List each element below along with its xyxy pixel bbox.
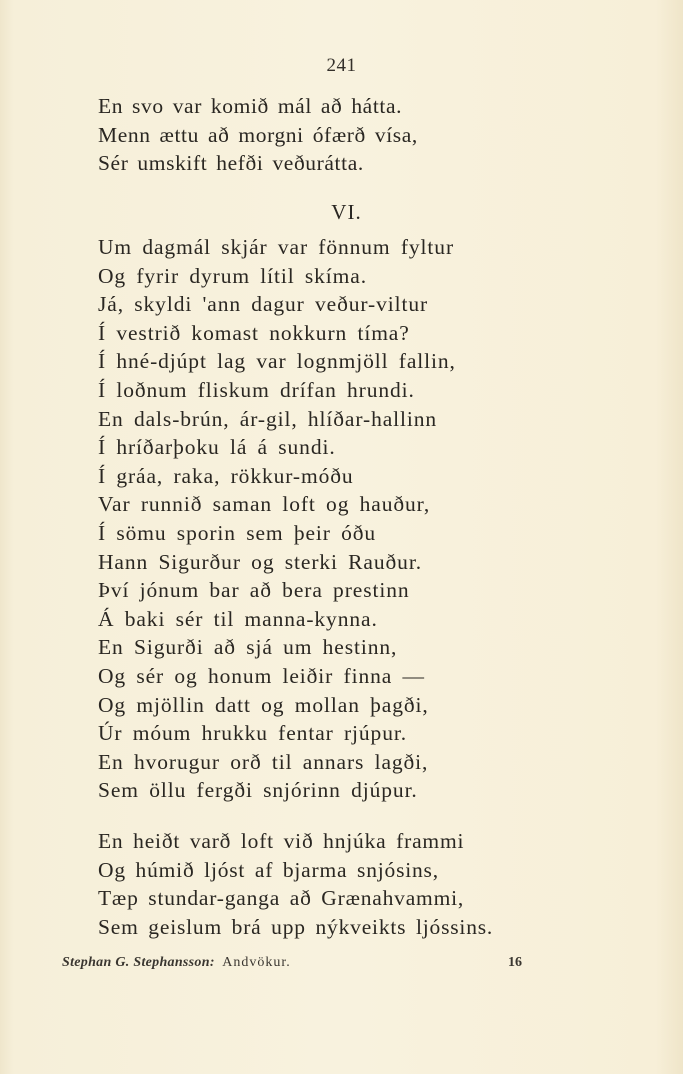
footer-book-title: Andvökur. (222, 955, 291, 970)
verse-line: Sem geislum brá upp nýkveikts ljóssins. (98, 914, 494, 939)
verse-line: Og húmið ljóst af bjarma snjósins, (98, 857, 439, 882)
verse-line: Hann Sigurður og sterki Rauður. (98, 549, 422, 574)
verse-line: En hvorugur orð til annars lagði, (98, 749, 429, 774)
verse-block-closing (98, 827, 493, 941)
page-number: 241 (326, 55, 357, 76)
verse-line: Í hné-djúpt lag var lognmjöll fallin, (98, 349, 456, 374)
verse-line: Í vestrið komast nokkurn tíma? (98, 320, 410, 345)
verse-line: Tæp stundar-ganga að Grænahvammi, (98, 886, 465, 911)
verse-line: Og mjöllin datt og mollan þagði, (98, 692, 429, 717)
verse-line: Því jónum bar að bera prestinn (98, 578, 410, 603)
verse-line: Menn ættu að morgni ófærð vísa, (98, 122, 418, 147)
verse-line: Úr móum hrukku fentar rjúpur. (98, 721, 408, 746)
section-heading: VI. (331, 200, 362, 224)
verse-line: Í loðnum fliskum drífan hrundi. (98, 377, 415, 402)
verse-line: Í sömu sporin sem þeir óðu (98, 520, 377, 545)
verse-block-main (98, 233, 456, 805)
footer-author: Stephan G. Stephansson: (62, 955, 215, 970)
verse-line: En heiðt varð loft við hnjúka frammi (98, 829, 465, 853)
page-footer (62, 955, 522, 971)
verse-line: Og fyrir dyrum lítil skíma. (98, 263, 368, 288)
verse-line: En dals-brún, ár-gil, hlíðar-hallinn (98, 406, 438, 431)
verse-line: Í gráa, raka, rökkur-móðu (98, 463, 354, 488)
verse-block-intro (98, 92, 418, 178)
verse-line: Var runnið saman loft og hauður, (98, 492, 431, 517)
verse-line: Á baki sér til manna-kynna. (98, 606, 378, 631)
verse-line: Og sér og honum leiðir finna — (98, 663, 425, 688)
verse-line: En Sigurði að sjá um hestinn, (98, 635, 398, 660)
verse-line: Sem öllu fergði snjórinn djúpur. (98, 778, 418, 803)
verse-line: En svo var komið mál að hátta. (98, 94, 403, 118)
verse-line: Já, skyldi 'ann dagur veður-viltur (98, 292, 429, 317)
verse-line: Um dagmál skjár var fönnum fyltur (98, 235, 455, 259)
verse-line: Í hríðarþoku lá á sundi. (98, 435, 336, 460)
verse-line: Sér umskift hefði veðurátta. (98, 151, 364, 176)
footer-signature-number: 16 (508, 955, 522, 970)
